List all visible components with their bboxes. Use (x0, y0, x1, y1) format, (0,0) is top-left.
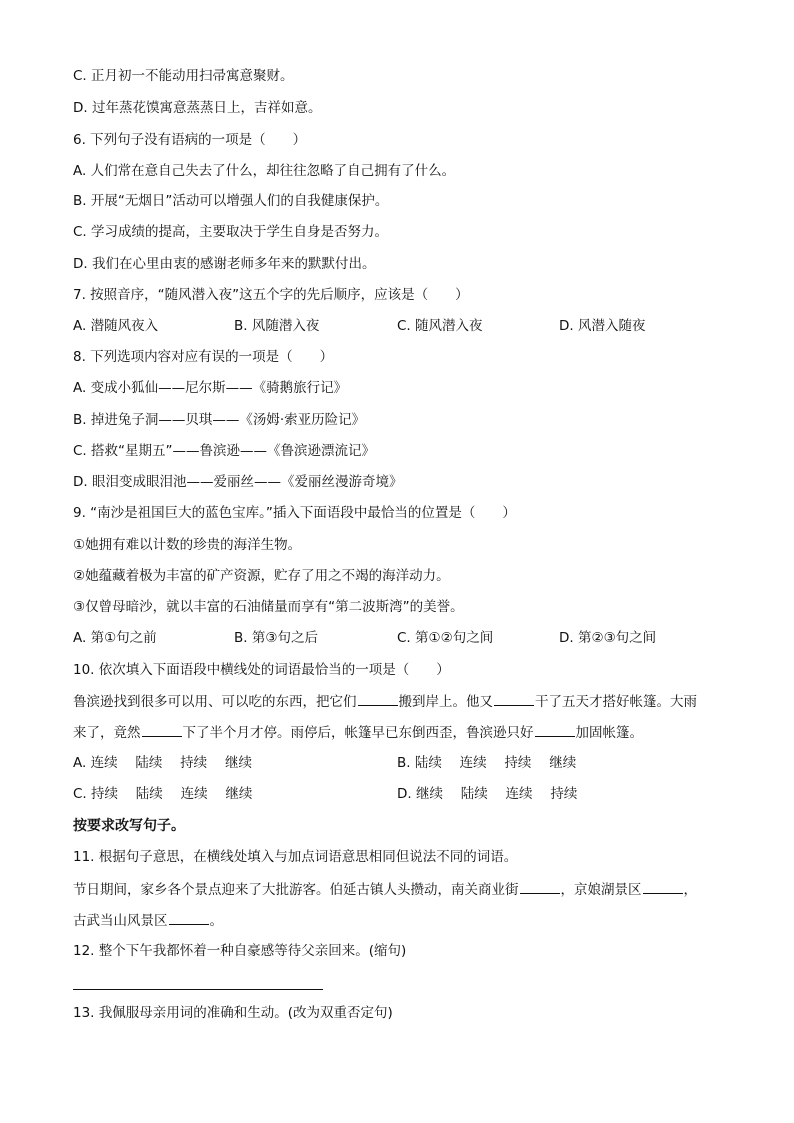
q10-option-b: B. 陆续 连续 持续 继续 (397, 755, 577, 771)
q5-option-c: C. 正月初一不能动用扫帚寓意聚财。 (73, 68, 294, 84)
fill-blank[interactable] (358, 691, 398, 706)
q9-sentence-1: ①她拥有难以计数的珍贵的海洋生物。 (73, 537, 302, 553)
q10-text-1: 鲁滨逊找到很多可以用、可以吃的东西，把它们 (73, 694, 357, 710)
q9-sentence-2: ②她蕴藏着极为丰富的矿产资源，贮存了用之不竭的海洋动力。 (73, 568, 450, 584)
fill-blank[interactable] (142, 722, 182, 737)
fill-blank[interactable] (169, 910, 209, 925)
fill-blank[interactable] (494, 691, 534, 706)
section-heading: 按要求改写句子。 (73, 818, 185, 834)
q5-option-d: D. 过年蒸花馍寓意蒸蒸日上，吉祥如意。 (73, 100, 322, 116)
q10-text-5: 下了半个月才停。雨停后，帐篷早已东倒西歪，鲁滨逊只好 (182, 725, 534, 741)
q10-paragraph-line-1 (73, 691, 697, 712)
q11-paragraph-line-1 (73, 879, 697, 900)
q9-option-d: D. 第②③句之间 (559, 630, 657, 646)
question-13: 13. 我佩服母亲用词的准确和生动。(改为双重否定句) (73, 1005, 393, 1021)
q9-option-a: A. 第①句之前 (73, 630, 157, 646)
fill-blank[interactable] (643, 879, 683, 894)
q9-option-c: C. 第①②句之间 (397, 630, 494, 646)
q10-option-a: A. 连续 陆续 持续 继续 (73, 755, 252, 771)
q10-text-6: 加固帐篷。 (575, 725, 643, 741)
q6-option-c: C. 学习成绩的提高，主要取决于学生自身是否努力。 (73, 224, 389, 240)
q11-paragraph-line-2 (73, 910, 223, 931)
question-9: 9. “南沙是祖国巨大的蓝色宝库。”插入下面语段中最恰当的位置是（ ） (73, 505, 516, 521)
q7-option-c: C. 随风潜入夜 (397, 318, 483, 334)
q8-option-b: B. 掉进兔子洞——贝琪——《汤姆·索亚历险记》 (73, 412, 366, 428)
q11-text-3: ， (683, 882, 697, 898)
q6-option-a: A. 人们常在意自己失去了什么，却往往忽略了自己拥有了什么。 (73, 163, 456, 179)
q10-option-c: C. 持续 陆续 连续 继续 (73, 786, 253, 802)
fill-blank[interactable] (520, 879, 560, 894)
q6-option-d: D. 我们在心里由衷的感谢老师多年来的默默付出。 (73, 256, 376, 272)
q8-option-a: A. 变成小狐仙——尼尔斯——《骑鹅旅行记》 (73, 380, 348, 396)
q11-text-5: 。 (209, 913, 223, 929)
q10-text-2: 搬到岸上。他又 (398, 694, 493, 710)
fill-blank[interactable] (535, 722, 575, 737)
q11-text-2: ，京娘湖景区 (560, 882, 642, 898)
q8-option-d: D. 眼泪变成眼泪池——爱丽丝——《爱丽丝漫游奇境》 (73, 474, 403, 490)
question-8: 8. 下列选项内容对应有误的一项是（ ） (73, 349, 334, 365)
q10-text-3: 干了五天才搭好帐篷。大雨 (535, 694, 697, 710)
q8-option-c: C. 搭救“星期五”——鲁滨逊——《鲁滨逊漂流记》 (73, 443, 375, 459)
question-7: 7. 按照音序，“随风潜入夜”这五个字的先后顺序，应该是（ ） (73, 287, 469, 303)
question-12: 12. 整个下午我都怀着一种自豪感等待父亲回来。(缩句) (73, 943, 407, 959)
q7-option-b: B. 风随潜入夜 (234, 318, 320, 334)
question-10: 10. 依次填入下面语段中横线处的词语最恰当的一项是（ ） (73, 662, 450, 678)
q10-paragraph-line-2 (73, 722, 643, 743)
q9-sentence-3: ③仅曾母暗沙，就以丰富的石油储量而享有“第二波斯湾”的美誉。 (73, 599, 464, 615)
q10-text-4: 来了，竟然 (73, 725, 141, 741)
q11-text-1: 节日期间，家乡各个景点迎来了大批游客。伯延古镇人头攒动，南关商业街 (73, 882, 519, 898)
question-11: 11. 根据句子意思，在横线处填入与加点词语意思相同但说法不同的词语。 (73, 849, 518, 865)
q6-option-b: B. 开展“无烟日”活动可以增强人们的自我健康保护。 (73, 193, 389, 209)
q7-option-d: D. 风潜入随夜 (559, 318, 646, 334)
q9-option-b: B. 第③句之后 (234, 630, 318, 646)
question-6: 6. 下列句子没有语病的一项是（ ） (73, 132, 307, 148)
answer-line[interactable] (73, 989, 323, 990)
q11-text-4: 古武当山风景区 (73, 913, 168, 929)
q10-option-d: D. 继续 陆续 连续 持续 (397, 786, 578, 802)
q7-option-a: A. 潜随风夜入 (73, 318, 159, 334)
